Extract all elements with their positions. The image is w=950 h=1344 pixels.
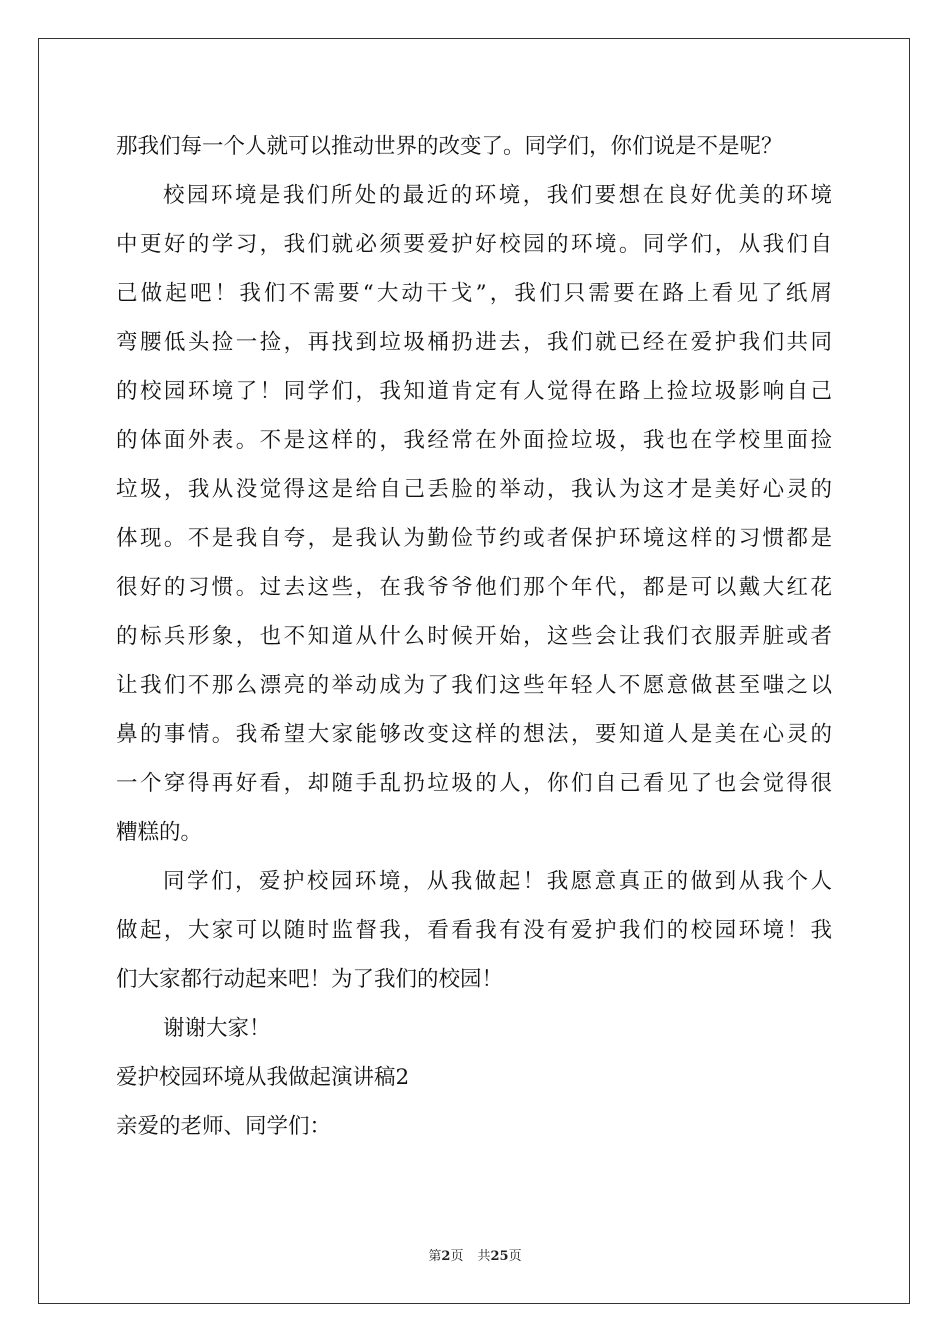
page-number: 2 bbox=[441, 1249, 451, 1264]
text-line: 的校园环境了！同学们，我知道肯定有人觉得在路上捡垃圾影响自己 bbox=[116, 379, 832, 404]
text-line: 让我们不那么漂亮的举动成为了我们这些年轻人不愿意做甚至嗤之以 bbox=[116, 673, 832, 698]
text-line: 弯腰低头捡一捡，再找到垃圾桶扔进去，我们就已经在爱护我们共同 bbox=[116, 330, 832, 355]
text-line: 鼻的事情。我希望大家能够改变这样的想法，要知道人是美在心灵的 bbox=[116, 722, 832, 747]
page-prefix: 第 bbox=[428, 1249, 442, 1264]
page-suffix: 页 bbox=[450, 1249, 464, 1264]
text-line: 的体面外表。不是这样的，我经常在外面捡垃圾，我也在学校里面捡 bbox=[116, 428, 832, 453]
text-line: 体现。不是我自夸，是我认为勤俭节约或者保护环境这样的习惯都是 bbox=[116, 526, 832, 551]
text-line: 做起，大家可以随时监督我，看看我有没有爱护我们的校园环境！我 bbox=[116, 918, 832, 943]
text-line: 糟糕的。 bbox=[116, 820, 203, 845]
text-line: 己做起吧！我们不需要“大动干戈”，我们只需要在路上看见了纸屑 bbox=[116, 281, 832, 306]
text-line: 那我们每一个人就可以推动世界的改变了。同学们，你们说是不是呢？ bbox=[116, 134, 783, 159]
text-line: 一个穿得再好看，却随手乱扔垃圾的人，你们自己看见了也会觉得很 bbox=[116, 771, 832, 796]
text-line: 的标兵形象，也不知道从什么时候开始，这些会让我们衣服弄脏或者 bbox=[116, 624, 832, 649]
text-line: 们大家都行动起来吧！为了我们的校园！ bbox=[116, 967, 504, 992]
text-line: 同学们，爱护校园环境，从我做起！我愿意真正的做到从我个人 bbox=[163, 869, 832, 894]
text-line: 爱护校园环境从我做起演讲稿2 bbox=[116, 1065, 410, 1090]
total-suffix: 页 bbox=[508, 1249, 522, 1264]
text-line: 垃圾，我从没觉得这是给自己丢脸的举动，我认为这才是美好心灵的 bbox=[116, 477, 832, 502]
text-line: 中更好的学习，我们就必须要爱护好校园的环境。同学们，从我们自 bbox=[116, 232, 832, 257]
text-line: 校园环境是我们所处的最近的环境，我们要想在良好优美的环境 bbox=[163, 183, 832, 208]
total-pages: 25 bbox=[490, 1249, 509, 1264]
text-line: 谢谢大家！ bbox=[163, 1016, 271, 1041]
document-body bbox=[116, 122, 832, 1151]
page-footer bbox=[0, 1245, 950, 1264]
text-line: 亲爱的老师、同学们： bbox=[116, 1114, 332, 1139]
total-prefix: 共 bbox=[477, 1249, 491, 1264]
text-line: 很好的习惯。过去这些，在我爷爷他们那个年代，都是可以戴大红花 bbox=[116, 575, 832, 600]
